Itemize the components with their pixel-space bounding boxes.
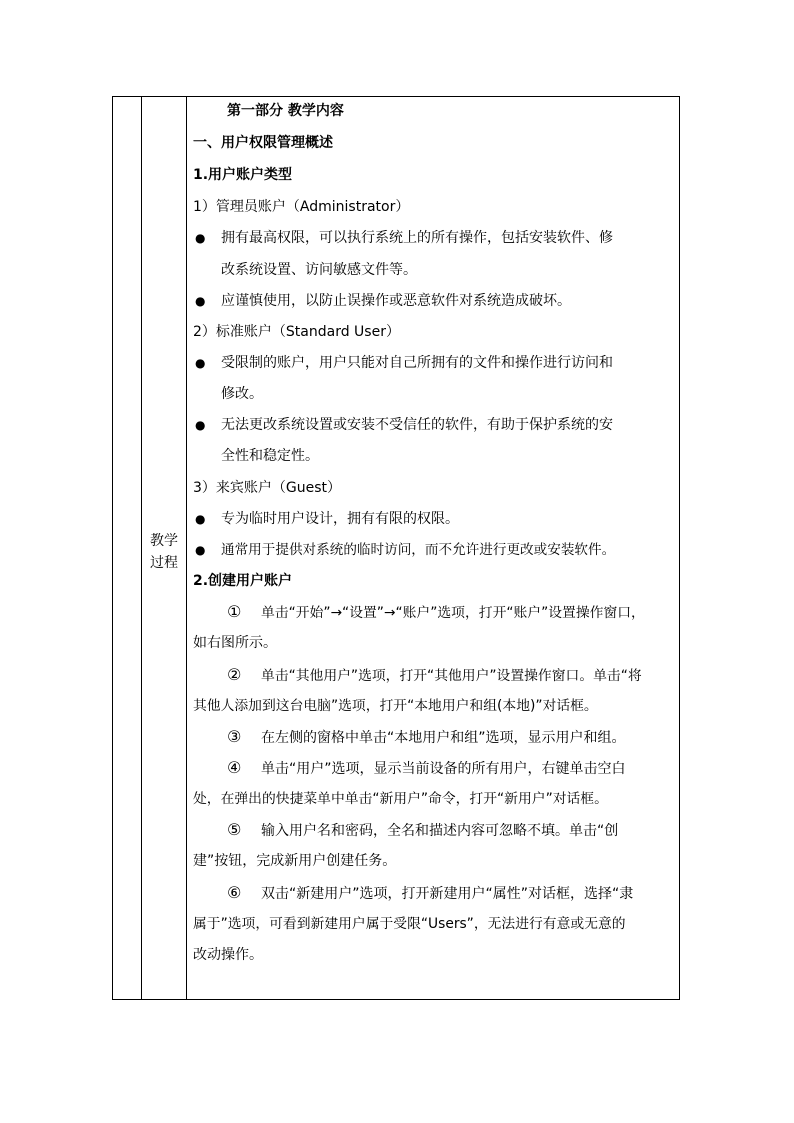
step-5-text: 输入用户名和密码，全名和描述内容可忽略不填。单击“创 xyxy=(261,823,619,839)
section1-title: 一、用户权限管理概述 xyxy=(193,135,333,151)
step-2-line-2: 其他人添加到这台电脑”选项，打开“本地用户和组(本地)”对话框。 xyxy=(193,698,598,714)
step-1-number: ① xyxy=(227,602,242,621)
guest-account-title: 3）来宾账户（Guest） xyxy=(193,480,342,496)
step-3-line-1 xyxy=(227,727,626,748)
admin-bullet-1-line-1: 拥有最高权限，可以执行系统上的所有操作，包括安装软件、修 xyxy=(221,230,613,246)
step-5-number: ⑤ xyxy=(227,820,242,839)
bullet-icon: ● xyxy=(195,294,206,308)
step-4-number: ④ xyxy=(227,758,242,777)
admin-bullet-2: 应谨慎使用，以防止误操作或恶意软件对系统造成破坏。 xyxy=(221,293,571,309)
step-1-line-1 xyxy=(227,602,645,623)
column-divider-2 xyxy=(186,97,187,999)
step-3-text: 在左侧的窗格中单击“本地用户和组”选项，显示用户和组。 xyxy=(261,730,626,746)
bullet-icon: ● xyxy=(195,231,206,245)
step-5-line-1 xyxy=(227,820,618,841)
step-2-text: 单击“其他用户”选项，打开“其他用户”设置操作窗口。单击“将 xyxy=(261,668,642,684)
step-6-line-3: 改动操作。 xyxy=(193,947,263,963)
step-6-text: 双击“新建用户”选项，打开新建用户“属性”对话框，选择“隶 xyxy=(261,886,634,902)
lesson-table xyxy=(112,96,680,1000)
part-title: 第一部分 教学内容 xyxy=(227,103,344,119)
side-label-line-2: 过程 xyxy=(150,555,178,571)
step-6-number: ⑥ xyxy=(227,883,242,902)
step-2-line-1 xyxy=(227,665,642,686)
standard-bullet-1-line-1: 受限制的账户，用户只能对自己所拥有的文件和操作进行访问和 xyxy=(221,355,613,371)
standard-bullet-2-line-2: 全性和稳定性。 xyxy=(221,448,319,464)
step-2-number: ② xyxy=(227,665,242,684)
bullet-icon: ● xyxy=(195,543,206,557)
step-3-number: ③ xyxy=(227,727,242,746)
bullet-icon: ● xyxy=(195,512,206,526)
step-1-text: 单击“开始”→“设置”→“账户”选项，打开“账户”设置操作窗口， xyxy=(261,605,645,621)
side-label-teaching-process xyxy=(142,530,186,574)
step-4-text: 单击“用户”选项，显示当前设备的所有用户，右键单击空白 xyxy=(261,761,626,777)
standard-account-title: 2）标准账户（Standard User） xyxy=(193,324,400,340)
bullet-icon: ● xyxy=(195,356,206,370)
step-5-line-2: 建”按钮，完成新用户创建任务。 xyxy=(193,853,397,869)
step-6-line-1 xyxy=(227,883,633,904)
sub1-title: 1.用户账户类型 xyxy=(193,167,293,183)
side-label-line-1: 教学 xyxy=(150,533,178,549)
step-6-line-2: 属于”选项，可看到新建用户属于受限“Users”，无法进行有意或无意的 xyxy=(193,916,626,932)
sub2-title: 2.创建用户账户 xyxy=(193,573,293,589)
standard-bullet-1-line-2: 修改。 xyxy=(221,386,263,402)
step-1-line-2: 如右图所示。 xyxy=(193,635,277,651)
admin-account-title: 1）管理员账户（Administrator） xyxy=(193,199,410,215)
guest-bullet-1: 专为临时用户设计，拥有有限的权限。 xyxy=(221,511,459,527)
bullet-icon: ● xyxy=(195,418,206,432)
admin-bullet-1-line-2: 改系统设置、访问敏感文件等。 xyxy=(221,262,417,278)
standard-bullet-2-line-1: 无法更改系统设置或安装不受信任的软件，有助于保护系统的安 xyxy=(221,417,613,433)
step-4-line-1 xyxy=(227,758,626,779)
guest-bullet-2: 通常用于提供对系统的临时访问，而不允许进行更改或安装软件。 xyxy=(221,542,616,558)
step-4-line-2: 处，在弹出的快捷菜单中单击“新用户”命令，打开“新用户”对话框。 xyxy=(193,791,608,807)
